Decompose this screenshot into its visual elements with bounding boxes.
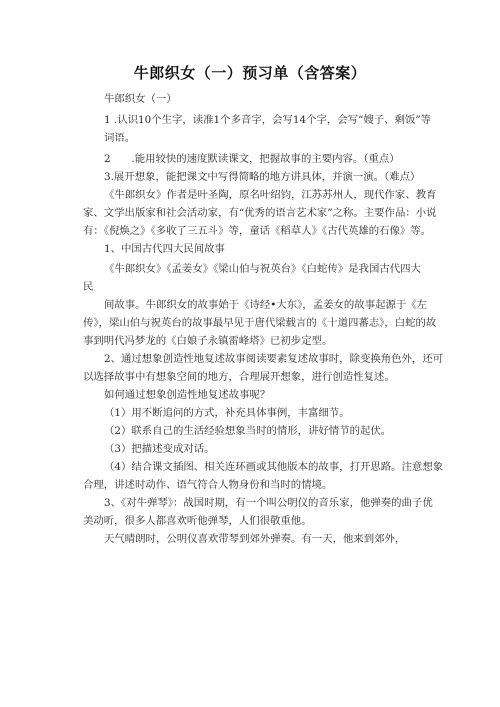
folk-tales-line: 《牛郎织女》《孟姜女》《梁山伯与祝英台》《白蛇传》是我国古代四大 xyxy=(104,263,421,275)
page-title: 牛郎织女（一）预习单（含答案） xyxy=(133,64,367,82)
retell-question: 如何通过想象创造性地复述故事呢？ xyxy=(104,389,271,401)
retell-step-3: （3）把描述变成对话。 xyxy=(104,443,215,455)
subtitle-line: 牛郎织女（一） xyxy=(104,93,177,105)
retell-line: 以选择故事中有想象空间的地方，合理展开想象，进行创造性复述。 xyxy=(83,371,395,383)
retell-step-1: （1）用不断追问的方式，补充具体事例，丰富细节。 xyxy=(104,407,350,419)
folk-tales-line: 民 xyxy=(83,281,94,293)
folk-tales-line: 传》，梁山伯与祝英台的故事最早见于唐代梁载言的《十道四蕃志》，白蛇的故 xyxy=(83,317,437,329)
objective-2-line: 2 .能用较快的速度默读课文，把握故事的主要内容。（重点） xyxy=(104,153,400,165)
retell-step-4: （4）结合课文插图、相关连环画或其他版本的故事，打开思路。注意想象 xyxy=(104,461,444,473)
story-line: 美动听，很多人都喜欢听他弹琴，人们很敬重他。 xyxy=(83,515,312,527)
section-heading-2: 2、通过想象创造性地复述故事阅读要素复述故事时，除变换角色外，还可 xyxy=(104,353,444,365)
folk-tales-line: 间故事。牛郎织女的故事始于《诗经•大东》，孟姜女的故事起源于《左 xyxy=(104,299,428,311)
retell-step-4-continued: 合理，讲述时动作、语气符合人物身份和当时的情境。 xyxy=(83,479,333,491)
objective-3-line: 3.展开想象，能把课文中写得简略的地方讲具体，并演一演。（难点） xyxy=(104,171,421,183)
story-line: 天气晴朗时，公明仪喜欢带琴到郊外弹奏。有一天，他来到郊外， xyxy=(104,533,406,545)
objective-1-continued: 词语。 xyxy=(104,132,136,144)
objective-1-line: 1 .认识10个生字，读准1个多音字，会写14个字，会写“嫂子、剩饭”等 xyxy=(104,114,432,126)
author-line: 家、文学出版家和社会活动家，有“优秀的语言艺术家”之称。主要作品：小说 xyxy=(83,207,437,219)
author-line: 有：《倪焕之》《多收了三五斗》等，童话《稻草人》《古代英雄的石像》等。 xyxy=(83,225,432,237)
author-line: 《牛郎织女》作者是叶圣陶，原名叶绍钧，江苏苏州人，现代作家、教育 xyxy=(104,189,437,201)
retell-step-2: （2）联系自己的生活经验想象当时的情形，讲好情节的起伏。 xyxy=(104,425,392,437)
section-heading-1: 1、中国古代四大民间故事 xyxy=(104,243,225,255)
folk-tales-line: 事到明代冯梦龙的《白娘子永镇雷峰塔》已初步定型。 xyxy=(83,335,333,347)
section-heading-3: 3、《对牛弹琴》：战国时期，有一个叫公明仪的音乐家，他弹奏的曲子优 xyxy=(104,497,433,509)
